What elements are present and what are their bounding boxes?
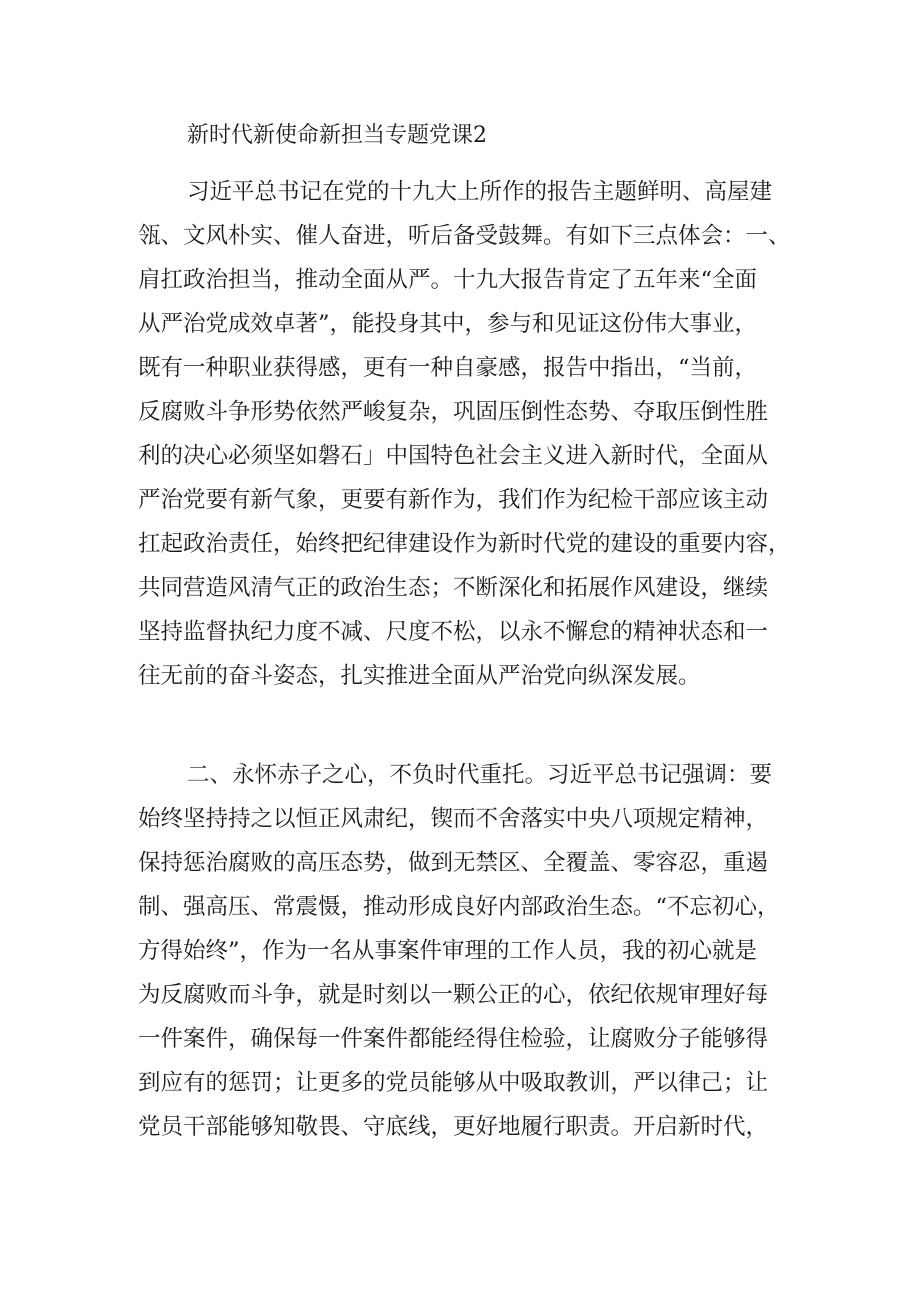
paragraph-line: 瓴、文风朴实、催人奋进，听后备受鼓舞。有如下三点体会：一、 — [138, 223, 791, 249]
paragraph-line: 一件案件，确保每一件案件都能经得住检验，让腐败分子能够得 — [138, 1026, 769, 1052]
paragraph-line: 扛起政治责任，始终把纪律建设作为新时代党的建设的重要内容， — [138, 531, 791, 557]
paragraph-line: 反腐败斗争形势依然严峻复杂，巩固压倒性态势、夺取压倒性胜 — [138, 399, 769, 425]
paragraph-line: 保持惩治腐败的高压态势，做到无禁区、全覆盖、零容忍，重遏 — [138, 850, 769, 876]
paragraph-line: 坚持监督执纪力度不减、尺度不松，以永不懈怠的精神状态和一 — [138, 619, 769, 645]
paragraph-line: 既有一种职业获得感，更有一种自豪感，报告中指出，“当前， — [138, 355, 758, 381]
paragraph-line: 严治党要有新气象，更要有新作为，我们作为纪检干部应该主动 — [138, 487, 769, 513]
document-title: 新时代新使命新担当专题党课2 — [187, 123, 487, 148]
paragraph-line: 习近平总书记在党的十九大上所作的报告主题鲜明、高屋建 — [187, 179, 773, 205]
paragraph-line: 到应有的惩罚；让更多的党员能够从中吸取教训，严以律己；让 — [138, 1070, 769, 1096]
paragraph-line: 制、强高压、常震慑，推动形成良好内部政治生态。“不忘初心， — [138, 894, 780, 920]
paragraph-line: 往无前的奋斗姿态，扎实推进全面从严治党向纵深发展。 — [138, 663, 701, 689]
paragraph-line: 共同营造风清气正的政治生态；不断深化和拓展作风建设，继续 — [138, 575, 769, 601]
paragraph-line: 肩扛政治担当，推动全面从严。十九大报告肯定了五年来“全面 — [138, 267, 758, 293]
paragraph-line: 党员干部能够知敬畏、守底线，更好地履行职责。开启新时代， — [138, 1114, 769, 1140]
paragraph-line: 方得始终”，作为一名从事案件审理的工作人员，我的初心就是 — [138, 938, 758, 964]
paragraph-line: 始终坚持持之以恒正风肃纪，锲而不舍落实中央八项规定精神， — [138, 806, 769, 832]
paragraph-line: 二、永怀赤子之心，不负时代重托。习近平总书记强调：要 — [187, 762, 773, 788]
paragraph-line: 为反腐败而斗争，就是时刻以一颗公正的心，依纪依规审理好每 — [138, 982, 769, 1008]
paragraph-line: 从严治党成效卓著”，能投身其中，参与和见证这份伟大事业， — [138, 311, 758, 337]
paragraph-line: 利的决心必须坚如磐石」中国特色社会主义进入新时代，全面从 — [138, 443, 769, 469]
